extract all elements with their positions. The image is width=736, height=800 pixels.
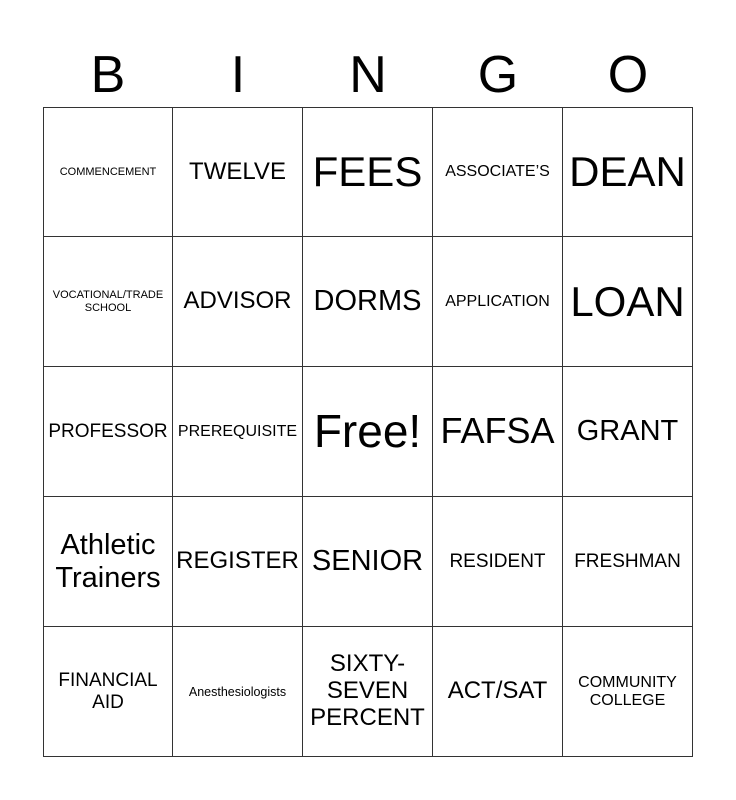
bingo-header — [43, 42, 693, 108]
bingo-cell-r2-c2: ADVISOR — [173, 237, 303, 367]
bingo-cell-r4-c2: REGISTER — [173, 497, 303, 627]
bingo-cell-r2-c4: APPLICATION — [433, 237, 563, 367]
bingo-cell-r1-c1: COMMENCEMENT — [43, 107, 173, 237]
bingo-cell-r5-c2: Anesthesiologists — [173, 627, 303, 757]
bingo-cell-free: Free! — [303, 367, 433, 497]
bingo-cell-r5-c1: FINANCIAL AID — [43, 627, 173, 757]
bingo-cell-r4-c1: Athletic Trainers — [43, 497, 173, 627]
bingo-cell-r1-c2: TWELVE — [173, 107, 303, 237]
bingo-cell-r3-c5: GRANT — [563, 367, 693, 497]
header-letter-g: G — [477, 46, 519, 104]
bingo-cell-r2-c3: DORMS — [303, 237, 433, 367]
bingo-cell-r1-c3: FEES — [303, 107, 433, 237]
header-letter-o: O — [607, 46, 649, 104]
bingo-board — [43, 107, 693, 757]
bingo-cell-r3-c4: FAFSA — [433, 367, 563, 497]
bingo-cell-r2-c1: VOCATIONAL/TRADE SCHOOL — [43, 237, 173, 367]
header-letter-b: B — [90, 46, 126, 104]
bingo-cell-r1-c5: DEAN — [563, 107, 693, 237]
bingo-cell-r5-c4: ACT/SAT — [433, 627, 563, 757]
bingo-cell-r3-c2: PREREQUISITE — [173, 367, 303, 497]
header-letter-i: I — [230, 46, 246, 104]
bingo-cell-r5-c3: SIXTY-SEVEN PERCENT — [303, 627, 433, 757]
bingo-cell-r4-c3: SENIOR — [303, 497, 433, 627]
header-letter-n: N — [349, 46, 387, 104]
bingo-cell-r2-c5: LOAN — [563, 237, 693, 367]
bingo-cell-r1-c4: ASSOCIATE’S — [433, 107, 563, 237]
bingo-cell-r4-c5: FRESHMAN — [563, 497, 693, 627]
bingo-cell-r4-c4: RESIDENT — [433, 497, 563, 627]
bingo-cell-r5-c5: COMMUNITY COLLEGE — [563, 627, 693, 757]
bingo-cell-r3-c1: PROFESSOR — [43, 367, 173, 497]
